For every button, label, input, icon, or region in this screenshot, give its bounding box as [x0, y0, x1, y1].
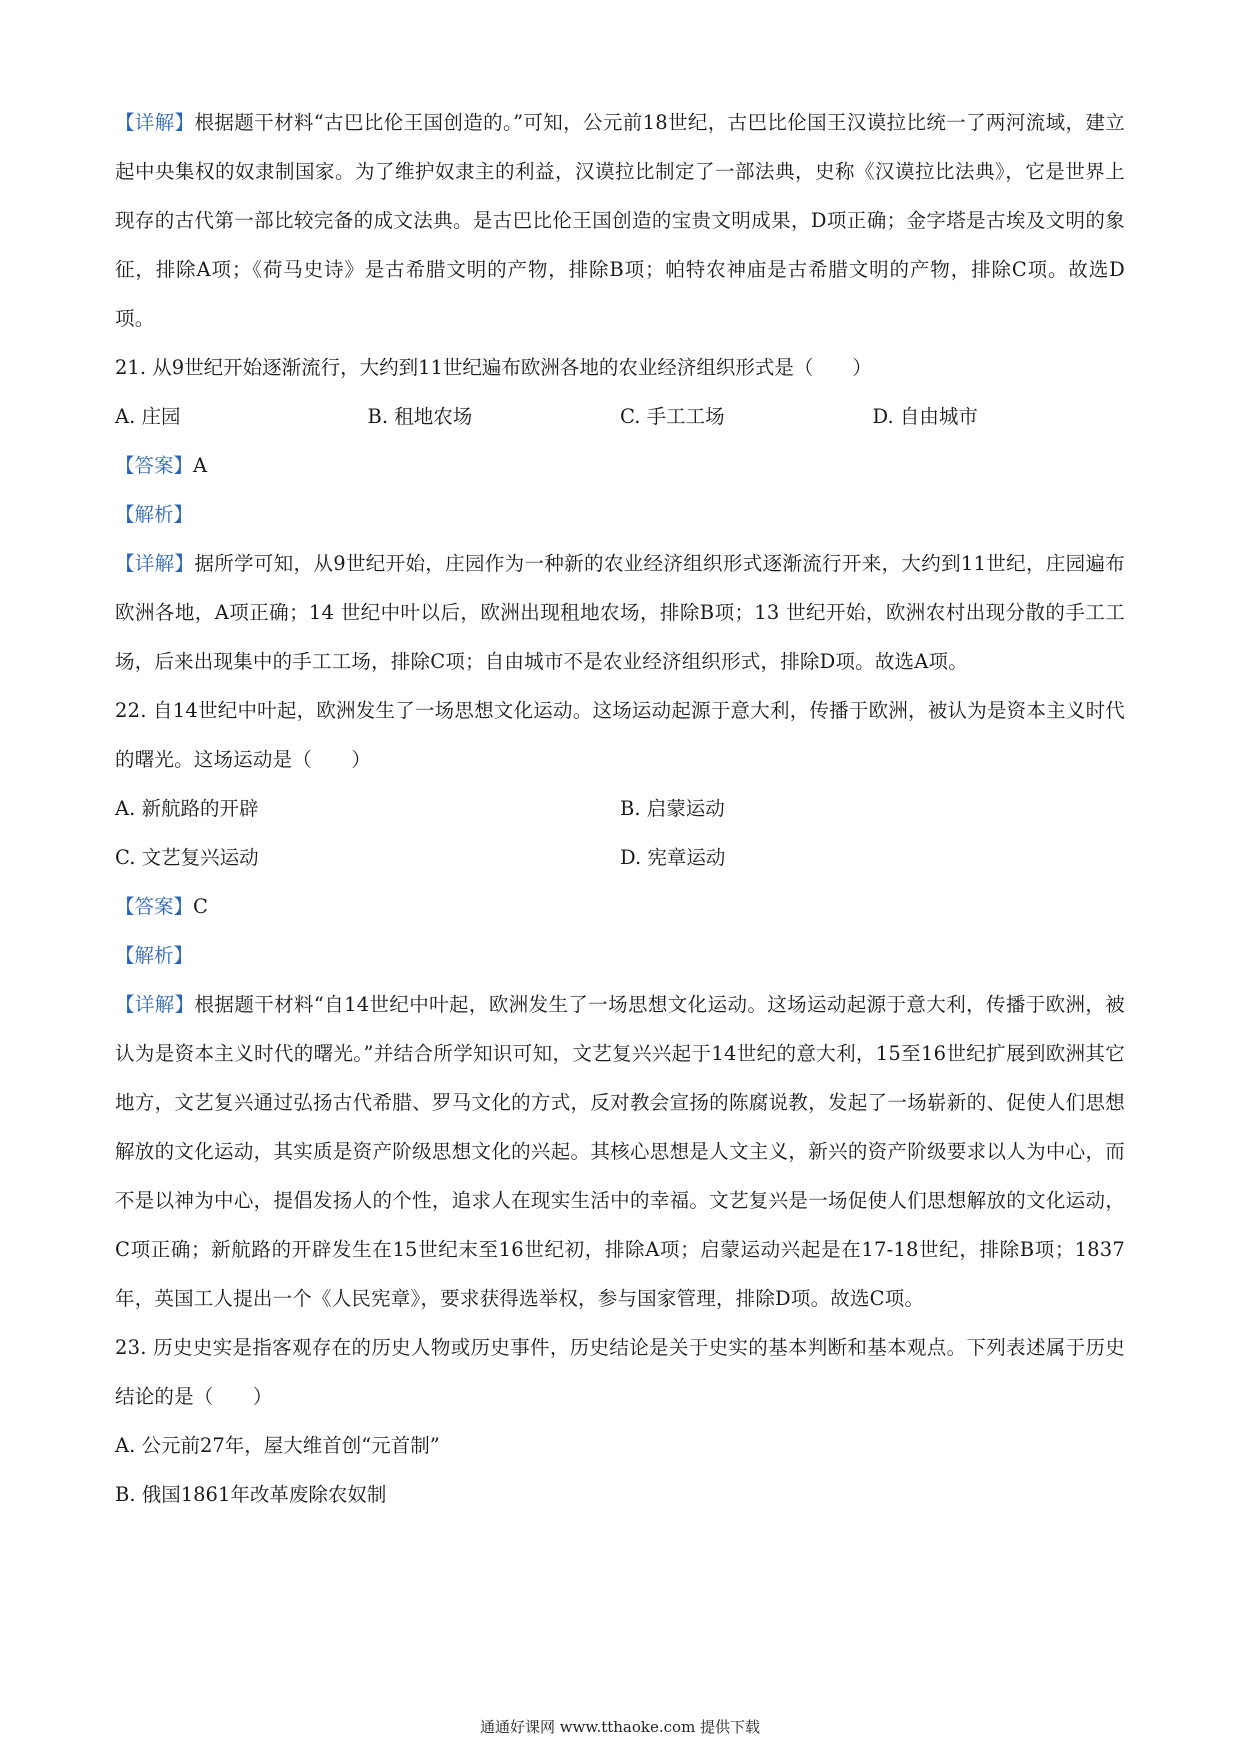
q22-answer: [115, 882, 1125, 931]
q21-option-d: D. 自由城市: [872, 405, 978, 428]
q21-analysis-tag: 【解析】: [115, 503, 194, 526]
q22-options-row1: [115, 784, 1125, 833]
q22-option-c: C. 文艺复兴运动: [115, 846, 259, 869]
q21-detail-text: 据所学可知，从9世纪开始，庄园作为一种新的农业经济组织形式逐渐流行开来，大约到11世纪，庄园遍布欧洲各地，A项正确；14 世纪中叶以后，欧洲出现租地农场，排除B项；13 世纪开始，欧洲农村出现分散的手工工场，后来出现集中的手工工场，排除C项；自由城市不是农业经济组织形式，排除D项。故选A项。: [115, 552, 1125, 673]
q22-option-a: A. 新航路的开辟: [115, 797, 259, 820]
q21-option-a: A. 庄园: [115, 405, 181, 428]
q22-answer-tag: 【答案】: [115, 895, 194, 918]
q23-stem: 23. 历史史实是指客观存在的历史人物或历史事件，历史结论是关于史实的基本判断和基本观点。下列表述属于历史结论的是（ ）: [115, 1336, 1125, 1408]
q22-detail-text: 根据题干材料“自14世纪中叶起，欧洲发生了一场思想文化运动。这场运动起源于意大利，传播于欧洲，被认为是资本主义时代的曙光。”并结合所学知识可知，文艺复兴兴起于14世纪的意大利，15至16世纪扩展到欧洲其它地方，文艺复兴通过弘扬古代希腊、罗马文化的方式，反对教会宣扬的陈腐说教，发起了一场崭新的、促使人们思想解放的文化运动，其实质是资产阶级思想文化的兴起。其核心思想是人文主义，新兴的资产阶级要求以人为中心，而不是以神为中心，提倡发扬人的个性，追求人在现实生活中的幸福。文艺复兴是一场促使人们思想解放的文化运动，C项正确；新航路的开辟发生在15世纪末至16世纪初，排除A项；启蒙运动兴起是在17-18世纪，排除B项；1837年，英国工人提出一个《人民宪章》，要求获得选举权，参与国家管理，排除D项。故选C项。: [115, 993, 1125, 1310]
q20-detail-text: 根据题干材料“古巴比伦王国创造的。”可知，公元前18世纪，古巴比伦国王汉谟拉比统一了两河流域，建立起中央集权的奴隶制国家。为了维护奴隶主的利益，汉谟拉比制定了一部法典，史称《汉谟拉比法典》，它是世界上现存的古代第一部比较完备的成文法典。是古巴比伦王国创造的宝贵文明成果，D项正确；金字塔是古埃及文明的象征，排除A项；《荷马史诗》是古希腊文明的产物，排除B项；帕特农神庙是古希腊文明的产物，排除C项。故选D项。: [115, 111, 1125, 330]
q22-detail-tag: 【详解】: [115, 993, 195, 1016]
q21-detail-tag: 【详解】: [115, 552, 195, 575]
page-footer: 通通好课网 www.tthaoke.com 提供下载: [479, 1718, 761, 1736]
q22-options-row2: [115, 833, 1125, 882]
q21-options: [115, 392, 1125, 441]
q21-option-c: C. 手工工场: [620, 405, 725, 428]
q21-answer-value: A: [193, 454, 208, 477]
q20-detail: [115, 98, 1125, 343]
q22-detail: [115, 980, 1125, 1323]
q22-analysis: [115, 931, 1125, 980]
q20-detail-tag: 【详解】: [115, 111, 195, 134]
q23-option-a: A. 公元前27年，屋大维首创“元首制”: [115, 1434, 440, 1457]
q22-analysis-tag: 【解析】: [115, 944, 194, 967]
q22-option-d: D. 宪章运动: [620, 846, 726, 869]
q21-detail: [115, 539, 1125, 686]
q22-option-b: B. 启蒙运动: [620, 797, 725, 820]
q21-analysis: [115, 490, 1125, 539]
document-content: [115, 98, 1125, 1519]
q23-option-b: B. 俄国1861年改革废除农奴制: [115, 1483, 387, 1506]
q21-option-b: B. 租地农场: [367, 405, 473, 428]
q21-answer-tag: 【答案】: [115, 454, 194, 477]
q22-answer-value: C: [193, 895, 208, 918]
q22-stem: 22. 自14世纪中叶起，欧洲发生了一场思想文化运动。这场运动起源于意大利，传播于欧洲，被认为是资本主义时代的曙光。这场运动是（ ）: [115, 699, 1125, 771]
q21-stem: 21. 从9世纪开始逐渐流行，大约到11世纪遍布欧洲各地的农业经济组织形式是（ ）: [115, 356, 872, 379]
q21-answer: [115, 441, 1125, 490]
